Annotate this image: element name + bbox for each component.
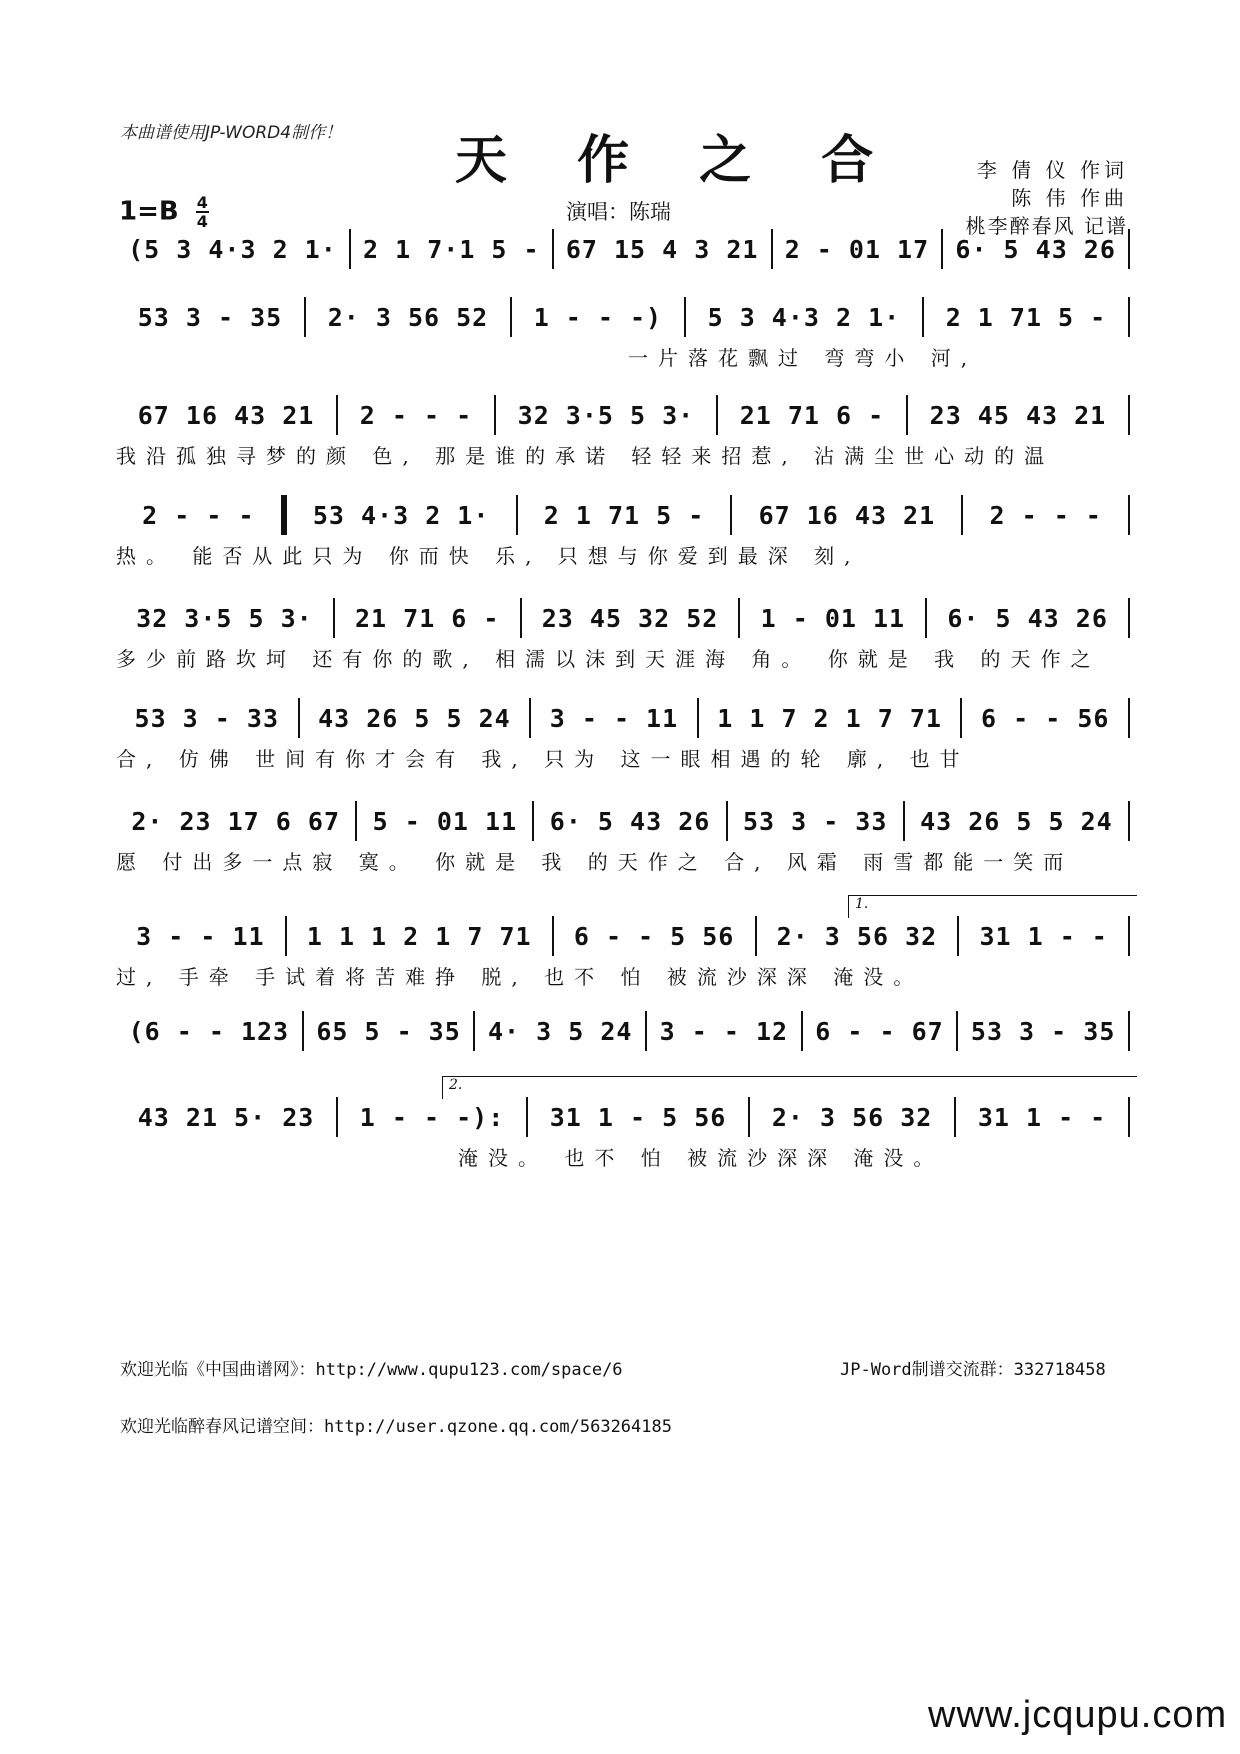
measure: 1 - - -): xyxy=(359,1102,505,1132)
notation-line xyxy=(116,697,1130,739)
key-signature xyxy=(119,194,209,230)
footer-space-link[interactable]: 欢迎光临醉春风记谱空间：http://user.qzone.qq.com/563264185 xyxy=(120,1417,672,1437)
measure: 65 5 - 35 xyxy=(316,1016,461,1046)
notation-line xyxy=(116,296,1130,338)
measure: 2· 23 17 6 67 xyxy=(131,806,340,836)
site-watermark: www.jcqupu.com xyxy=(928,1694,1228,1736)
measure: 5 3 4·3 2 1· xyxy=(707,302,901,332)
notation-line xyxy=(116,800,1130,842)
measure: 2 1 7·1 5 - xyxy=(363,234,540,264)
notation-line xyxy=(116,228,1130,270)
time-denominator: 4 xyxy=(196,212,208,231)
footer-group-info: JP-Word制谱交流群：332718458 xyxy=(840,1360,1106,1380)
lyric-row xyxy=(116,743,1130,773)
measure: 21 71 6 - xyxy=(739,400,885,430)
lyric-row xyxy=(116,846,1130,876)
lyric-line: 合, 仿佛 世间有你才会有 我, 只为 这一眼相遇的轮 廓, 也甘 xyxy=(116,747,970,771)
notation-line xyxy=(116,394,1130,436)
measure: 67 16 43 21 xyxy=(758,500,936,530)
measure: 6 - - 67 xyxy=(815,1016,944,1046)
bar-line xyxy=(1128,698,1130,738)
bar-line xyxy=(1128,801,1130,841)
lyric-row xyxy=(116,961,1130,991)
lyric-row xyxy=(116,440,1130,470)
lyric-row xyxy=(116,1142,1130,1172)
measure: 53 3 - 33 xyxy=(742,806,888,836)
notation-line xyxy=(116,494,1130,536)
score-row xyxy=(116,296,1130,372)
measure: 6· 5 43 26 xyxy=(549,806,711,836)
measure: (5 3 4·3 2 1· xyxy=(128,234,337,264)
bar-line xyxy=(1128,229,1130,269)
measure: 31 1 - 5 56 xyxy=(549,1102,727,1132)
software-credit-note: 本曲谱使用JP-WORD4制作！ xyxy=(120,123,343,143)
lyric-line: 一片落花飘过 弯弯小 河, xyxy=(628,346,978,370)
composer-credit: 陈 伟 作曲 xyxy=(1011,186,1128,210)
notation-line xyxy=(116,1096,1130,1138)
score-row xyxy=(116,896,1130,991)
lyric-row xyxy=(116,342,1130,372)
lyric-row xyxy=(116,643,1130,673)
measure: 21 71 6 - xyxy=(355,603,500,633)
time-numerator: 4 xyxy=(196,193,208,212)
singer-label: 演唱：陈瑞 xyxy=(566,200,671,224)
measure: 6 - - 5 56 xyxy=(573,921,735,951)
measure: 1 1 1 2 1 7 71 xyxy=(306,921,532,951)
score-row xyxy=(116,1077,1130,1172)
score-row xyxy=(116,800,1130,876)
measure: 2· 3 56 52 xyxy=(327,302,489,332)
measure: 43 21 5· 23 xyxy=(137,1102,315,1132)
key-label: 1=B xyxy=(119,196,179,227)
measure: 5 - 01 11 xyxy=(372,806,518,836)
measure: 32 3·5 5 3· xyxy=(136,603,313,633)
notation-line xyxy=(116,1010,1130,1052)
volta-bracket: 1. xyxy=(848,895,1137,918)
measure: 2 - - - xyxy=(142,500,255,530)
score-row xyxy=(116,394,1130,470)
lyric-line: 我沿孤独寻梦的颜 色, 那是谁的承诺 轻轻来招惹, 沾满尘世心动的温 xyxy=(116,444,1055,468)
measure: 23 45 43 21 xyxy=(929,400,1107,430)
bar-line xyxy=(1128,1097,1130,1137)
score-row xyxy=(116,1010,1130,1052)
score-row xyxy=(116,697,1130,773)
lyric-row xyxy=(116,540,1130,570)
bar-line xyxy=(1128,598,1130,638)
song-title: 天 作 之 合 xyxy=(455,130,900,191)
measure: 4· 3 5 24 xyxy=(487,1016,633,1046)
measure: 67 16 43 21 xyxy=(137,400,315,430)
volta-bracket: 2. xyxy=(442,1076,1137,1099)
measure: 43 26 5 5 24 xyxy=(318,703,511,733)
bar-line xyxy=(1128,1011,1130,1051)
measure: 32 3·5 5 3· xyxy=(517,400,695,430)
measure: 31 1 - - xyxy=(977,1102,1107,1132)
measure: 53 4·3 2 1· xyxy=(312,500,490,530)
bar-line xyxy=(1128,297,1130,337)
score-row xyxy=(116,494,1130,570)
score-row xyxy=(116,228,1130,270)
measure: 6 - - 56 xyxy=(981,703,1110,733)
score-row xyxy=(116,597,1130,673)
measure: 53 3 - 33 xyxy=(134,703,279,733)
measure: 2 1 71 5 - xyxy=(945,302,1107,332)
measure: (6 - - 123 xyxy=(128,1016,290,1046)
bar-line xyxy=(1128,495,1130,535)
measure: 3 - - 11 xyxy=(136,921,265,951)
measure: 43 26 5 5 24 xyxy=(920,806,1113,836)
measure: 53 3 - 35 xyxy=(970,1016,1116,1046)
measure: 1 - - -) xyxy=(533,302,663,332)
bar-line xyxy=(1128,916,1130,956)
lyric-line: 热。 能否从此只为 你而快 乐, 只想与你爱到最深 刻, xyxy=(116,544,861,568)
time-signature xyxy=(196,194,209,230)
measure: 3 - - 11 xyxy=(549,703,679,733)
lyric-line: 愿 付出多一点寂 寞。 你就是 我 的天作之 合, 风霜 雨雪都能一笑而 xyxy=(116,850,1074,874)
measure: 53 3 - 35 xyxy=(137,302,283,332)
measure: 1 1 7 2 1 7 71 xyxy=(717,703,942,733)
measure: 2 - - - xyxy=(989,500,1102,530)
footer-site-link[interactable]: 欢迎光临《中国曲谱网》：http://www.qupu123.com/space/6 xyxy=(120,1360,623,1380)
lyric-line: 多少前路坎坷 还有你的歌, 相濡以沫到天涯海 角。 你就是 我 的天作之 xyxy=(116,647,1101,671)
measure: 1 - 01 11 xyxy=(760,603,906,633)
notation-line xyxy=(116,915,1130,957)
bar-line xyxy=(1128,395,1130,435)
measure: 6· 5 43 26 xyxy=(947,603,1108,633)
measure: 31 1 - - xyxy=(979,921,1108,951)
measure: 2 - - - xyxy=(359,400,473,430)
transcriber-credit: 桃李醉春风 记谱 xyxy=(965,214,1128,238)
measure: 2· 3 56 32 xyxy=(776,921,938,951)
measure: 3 - - 12 xyxy=(659,1016,789,1046)
measure: 2 1 71 5 - xyxy=(543,500,705,530)
measure: 67 15 4 3 21 xyxy=(565,234,759,264)
measure: 23 45 32 52 xyxy=(541,603,719,633)
notation-line xyxy=(116,597,1130,639)
measure: 2· 3 56 32 xyxy=(771,1102,933,1132)
measure: 2 - 01 17 xyxy=(784,234,930,264)
lyric-line: 过, 手牵 手试着将苦难挣 脱, 也不 怕 被流沙深深 淹没。 xyxy=(116,965,924,989)
lyric-line: 淹没。 也不 怕 被流沙深深 淹没。 xyxy=(458,1146,944,1170)
lyricist-credit: 李 倩 仪 作词 xyxy=(976,158,1128,182)
measure: 6· 5 43 26 xyxy=(955,234,1116,264)
